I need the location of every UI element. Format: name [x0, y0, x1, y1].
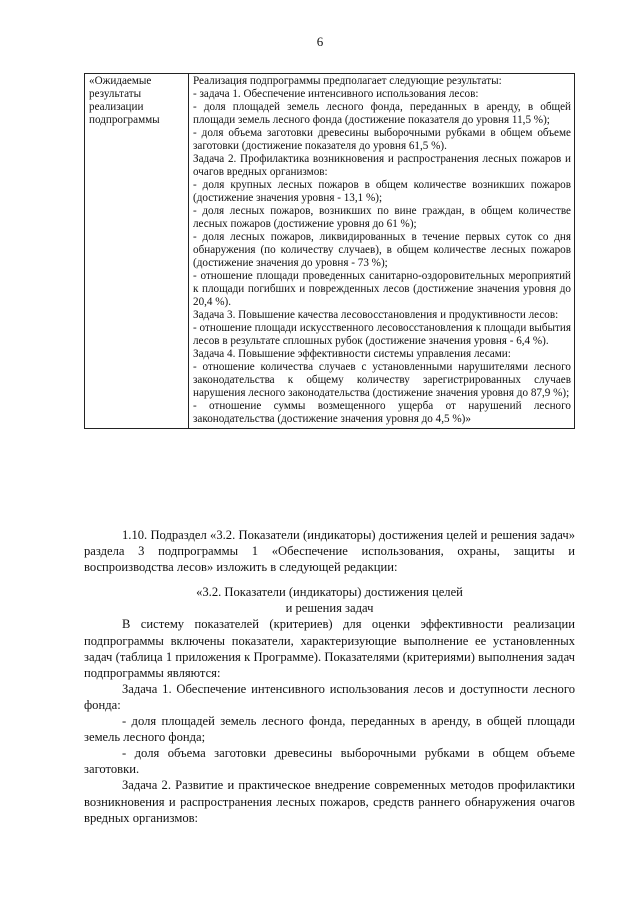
task-1-heading: - задача 1. Обеспечение интенсивного использования лесов:: [193, 88, 479, 100]
task-3-indicator-1: - отношение площади искусственного лесовосстановления к площади выбытия лесов в результате сплошных рубок (достижение значения уровня - 6,4 %).: [193, 322, 571, 347]
task-2-heading: Задача 2. Профилактика возникновения и распространения лесных пожаров и очагов вредных организмов:: [193, 153, 571, 178]
paragraph-task-1: Задача 1. Обеспечение интенсивного использования лесов и доступности лесного фонда:: [84, 681, 575, 712]
task-2-indicator-4: - отношение площади проведенных санитарно-оздоровительных мероприятий к площади погибших и поврежденных лесов (достижение значения уровня до 20,4 %).: [193, 270, 571, 308]
task-3-heading: Задача 3. Повышение качества лесовосстановления и продуктивности лесов:: [193, 309, 559, 321]
paragraph-task-2: Задача 2. Развитие и практическое внедрение современных методов профилактики возникновения и распространения лесных пожаров, средств раннего обнаружения очагов вредных организмов:: [84, 778, 575, 825]
expected-results-table: [84, 73, 575, 429]
table-content-cell: [189, 74, 575, 429]
task-2-indicator-3: - доля лесных пожаров, ликвидированных в течение первых суток со дня обнаружения (по количеству случаев), в общем количестве лесных пожаров (достижение значения до уровня - 73 %);: [193, 231, 571, 269]
task-1-indicator-1: - доля площадей земель лесного фонда, переданных в аренду, в общей площади земель лесного фонда (достижение показателя до уровня 11,5 %);: [193, 101, 571, 126]
table-row: [85, 74, 575, 429]
section-heading-line-1: «3.2. Показатели (индикаторы) достижения целей: [196, 585, 463, 600]
task-2-indicator-1: - доля крупных лесных пожаров в общем количестве возникших пожаров (достижение значения уровня - 13,1 %);: [193, 179, 571, 204]
task-4-indicator-1: - отношение количества случаев с установленными нарушителями лесного законодательства к общему количеству зарегистрированных случаев нарушения лесного законодательства (достижение значения уровня до 87,9 %);: [193, 361, 571, 399]
page-number: 6: [316, 34, 324, 49]
body-text: [84, 527, 575, 826]
results-intro: Реализация подпрограммы предполагает следующие результаты:: [193, 75, 502, 87]
paragraph-amendment: 1.10. Подраздел «3.2. Показатели (индикаторы) достижения целей и решения задач» раздела 3 подпрограммы 1 «Обеспечение использования, охраны, защиты и воспроизводства лесов» изложить в следующей редакции:: [84, 528, 575, 575]
table-label-cell: «Ожидаемые результаты реализации подпрограммы: [85, 74, 189, 429]
paragraph-indicators-intro: В систему показателей (критериев) для оценки эффективности реализации подпрограммы включены показатели, характеризующие выполнение ее установленных задач (таблица 1 приложения к Программе). Показателями (критериями) выполнения задач подпрограммы являются:: [84, 617, 575, 680]
section-heading-line-2: и решения задач: [285, 601, 374, 616]
paragraph-task-1-indicator-2: - доля объема заготовки древесины выборочными рубками в общем объеме заготовки.: [84, 746, 575, 777]
task-4-heading: Задача 4. Повышение эффективности системы управления лесами:: [193, 348, 511, 360]
task-2-indicator-2: - доля лесных пожаров, возникших по вине граждан, в общем количестве лесных пожаров (достижение уровня до 61 %);: [193, 205, 571, 230]
task-1-indicator-2: - доля объема заготовки древесины выборочными рубками в общем объеме заготовки (достижение показателя до уровня 61,5 %).: [193, 127, 571, 152]
paragraph-task-1-indicator-1: - доля площадей земель лесного фонда, переданных в аренду, в общей площади земель лесного фонда;: [84, 714, 575, 745]
task-4-indicator-2: - отношение суммы возмещенного ущерба от нарушений лесного законодательства (достижение значения уровня до 4,5 %)»: [193, 400, 571, 425]
